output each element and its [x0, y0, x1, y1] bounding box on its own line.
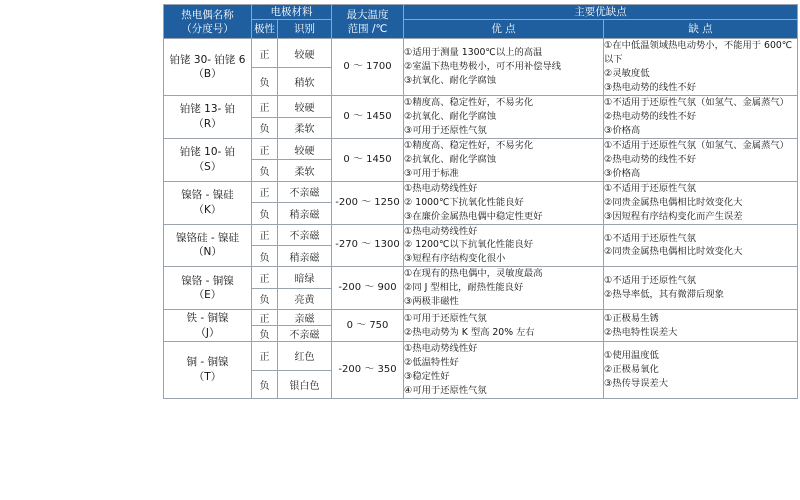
temperature-range: -200 ～ 900: [332, 267, 404, 310]
temperature-range: -200 ～ 1250: [332, 181, 404, 224]
electrode-polarity-positive: 正: [252, 342, 278, 370]
electrode-polarity-positive: 正: [252, 138, 278, 159]
header-name: [164, 5, 252, 39]
thermocouple-name-line2: （N）: [193, 246, 222, 259]
electrode-polarity-positive: 正: [252, 310, 278, 326]
advantage-item: ③在廉价金属热电偶中稳定性更好: [404, 210, 543, 222]
temperature-range: -200 ～ 350: [332, 342, 404, 399]
header-name-line1: 热电偶名称: [181, 8, 234, 21]
electrode-identify-positive: 红色: [278, 342, 332, 370]
electrode-polarity-negative: 负: [252, 370, 278, 398]
electrode-polarity-negative: 负: [252, 117, 278, 138]
thermocouple-name: [164, 39, 252, 96]
table-row: [164, 39, 798, 67]
disadvantages-cell: [604, 96, 798, 139]
thermocouple-name-line1: 铁 - 铜镍: [186, 311, 229, 324]
advantage-item: ②同 J 型相比，耐热性能良好: [404, 282, 524, 294]
disadvantage-item: ③热电动势的线性不好: [604, 82, 697, 94]
electrode-identify-positive: 亲磁: [278, 310, 332, 326]
advantages-cell: [404, 224, 604, 267]
disadvantages-cell: [604, 39, 798, 96]
advantages-cell: [404, 310, 604, 342]
thermocouple-name: [164, 96, 252, 139]
temperature-range: 0 ～ 1450: [332, 96, 404, 139]
electrode-identify-positive: 不亲磁: [278, 181, 332, 202]
table-header: [164, 5, 798, 39]
disadvantage-item: ②热电动势的线性不好: [604, 153, 697, 165]
advantage-item: ①精度高、稳定性好，不易劣化: [404, 97, 534, 109]
disadvantage-item: ①不适用于还原性气氛（如氢气、金属蒸气）: [604, 139, 789, 151]
advantages-cell: [404, 96, 604, 139]
disadvantage-item: ①使用温度低: [604, 350, 659, 362]
disadvantages-cell: [604, 181, 798, 224]
thermocouple-name-line1: 镍铬 - 铜镍: [181, 274, 234, 287]
header-temperature-line2: 范围 /℃: [347, 22, 388, 35]
table-row: [164, 138, 798, 159]
table-row: [164, 267, 798, 288]
electrode-polarity-positive: 正: [252, 267, 278, 288]
electrode-polarity-negative: 负: [252, 288, 278, 309]
advantages-cell: [404, 39, 604, 96]
header-polarity: 极性: [252, 20, 278, 39]
thermocouple-name: [164, 138, 252, 181]
table-body: [164, 39, 798, 399]
electrode-identify-negative: 亮黄: [278, 288, 332, 309]
advantage-item: ①热电动势线性好: [404, 225, 478, 237]
advantage-item: ①热电动势线性好: [404, 182, 478, 194]
advantage-item: ①可用于还原性气氛: [404, 312, 487, 324]
electrode-identify-negative: 稍亲磁: [278, 245, 332, 266]
advantage-item: ②抗氧化、耐化学腐蚀: [404, 111, 497, 123]
thermocouple-name-line2: （J）: [195, 326, 220, 339]
thermocouple-name: [164, 181, 252, 224]
electrode-polarity-positive: 正: [252, 39, 278, 67]
advantage-item: ② 1200℃以下抗氧化性能良好: [404, 239, 534, 251]
table-row: [164, 96, 798, 117]
table-row: [164, 224, 798, 245]
disadvantage-item: ①不适用于还原性气氛（如氢气、金属蒸气）: [604, 97, 789, 109]
advantages-cell: [404, 138, 604, 181]
thermocouple-name-line2: （B）: [193, 68, 222, 81]
disadvantage-item: ②同贵金属热电偶相比时效变化大: [604, 196, 743, 208]
temperature-range: 0 ～ 750: [332, 310, 404, 342]
electrode-identify-positive: 较硬: [278, 138, 332, 159]
disadvantages-cell: [604, 138, 798, 181]
electrode-polarity-positive: 正: [252, 224, 278, 245]
advantage-item: ③两极非磁性: [404, 296, 459, 308]
electrode-identify-negative: 稍软: [278, 67, 332, 95]
advantage-item: ④可用于还原性气氛: [404, 384, 487, 396]
advantage-item: ①热电动势线性好: [404, 343, 478, 355]
disadvantage-item: ②热电特性误差大: [604, 326, 678, 338]
disadvantage-item: ③价格高: [604, 124, 641, 136]
electrode-polarity-negative: 负: [252, 245, 278, 266]
disadvantage-item: ①正极易生锈: [604, 312, 659, 324]
header-disadvantages: 缺 点: [604, 20, 798, 39]
advantage-item: ②室温下热电势极小，可不用补偿导线: [404, 61, 562, 73]
disadvantage-item: ③热传导误差大: [604, 378, 669, 389]
electrode-identify-negative: 柔软: [278, 117, 332, 138]
disadvantages-cell: [604, 310, 798, 342]
thermocouple-name-line1: 铜 - 铜镍: [186, 356, 229, 369]
advantage-item: ③稳定性好: [404, 371, 450, 383]
disadvantages-cell: [604, 342, 798, 399]
electrode-polarity-positive: 正: [252, 96, 278, 117]
advantage-item: ①精度高、稳定性好，不易劣化: [404, 139, 534, 151]
advantage-item: ②热电动势为 K 型高 20% 左右: [404, 326, 535, 338]
thermocouple-name: [164, 267, 252, 310]
thermocouple-name-line1: 镍铬硅 - 镍硅: [176, 231, 239, 244]
temperature-range: 0 ～ 1700: [332, 39, 404, 96]
advantage-item: ①在现有的热电偶中，灵敏度最高: [404, 268, 543, 280]
disadvantages-cell: [604, 267, 798, 310]
table-row: [164, 342, 798, 370]
electrode-polarity-positive: 正: [252, 181, 278, 202]
disadvantage-item: ②正极易氧化: [604, 364, 659, 376]
disadvantage-item: ①不适用于还原性气氛: [604, 275, 697, 287]
thermocouple-name-line1: 镍铬 - 镍硅: [181, 188, 234, 201]
electrode-identify-negative: 柔软: [278, 160, 332, 181]
disadvantage-item: ①在中低温领域热电动势小，不能用于 600℃以下: [604, 40, 793, 66]
header-merits: 主要优缺点: [404, 5, 798, 20]
disadvantage-item: ②热电动势的线性不好: [604, 111, 697, 123]
header-electrode-material: 电极材料: [252, 5, 332, 20]
header-temperature-line1: 最大温度: [346, 8, 389, 21]
thermocouple-name: [164, 224, 252, 267]
disadvantages-cell: [604, 224, 798, 267]
header-name-line2: （分度号）: [181, 22, 234, 35]
electrode-identify-negative: 不亲磁: [278, 326, 332, 342]
thermocouple-name-line1: 铂铑 10- 铂: [179, 146, 236, 159]
header-temperature: [332, 5, 404, 39]
electrode-identify-positive: 暗绿: [278, 267, 332, 288]
temperature-range: 0 ～ 1450: [332, 138, 404, 181]
electrode-polarity-negative: 负: [252, 203, 278, 224]
electrode-identify-positive: 较硬: [278, 96, 332, 117]
temperature-range: -270 ～ 1300: [332, 224, 404, 267]
table-row: [164, 181, 798, 202]
thermocouple-name-line2: （T）: [193, 371, 222, 384]
electrode-identify-negative: 银白色: [278, 370, 332, 398]
header-identify: 识别: [278, 20, 332, 39]
electrode-identify-positive: 较硬: [278, 39, 332, 67]
disadvantage-item: ③价格高: [604, 167, 641, 179]
electrode-identify-negative: 稍亲磁: [278, 203, 332, 224]
electrode-polarity-negative: 负: [252, 160, 278, 181]
thermocouple-name-line2: （S）: [193, 160, 222, 173]
thermocouple-name: [164, 342, 252, 399]
thermocouple-name-line2: （R）: [193, 118, 222, 130]
thermocouple-name-line1: 铂铑 30- 铂铑 6: [169, 53, 246, 66]
advantage-item: ③可用于标准: [404, 167, 459, 179]
electrode-identify-positive: 不亲磁: [278, 224, 332, 245]
thermocouple-name-line1: 铂铑 13- 铂: [179, 103, 236, 116]
electrode-polarity-negative: 负: [252, 326, 278, 342]
disadvantage-item: ①不适用于还原性气氛: [604, 182, 697, 194]
advantage-item: ②低温特性好: [404, 357, 459, 369]
table-row: [164, 310, 798, 326]
disadvantage-item: ②热导率低，其有微滞后现象: [604, 289, 724, 301]
advantage-item: ①适用于测量 1300℃以上的高温: [404, 47, 543, 59]
disadvantage-item: ②灵敏度低: [604, 68, 650, 80]
thermocouple-name: [164, 310, 252, 342]
advantage-item: ③可用于还原性气氛: [404, 124, 487, 136]
advantage-item: ②抗氧化、耐化学腐蚀: [404, 153, 497, 165]
disadvantage-item: ②同贵金属热电偶相比时效变化大: [604, 246, 743, 258]
thermocouple-name-line2: （E）: [193, 289, 222, 302]
disadvantage-item: ①不适用于还原性气氛: [604, 232, 697, 244]
advantage-item: ③短程有序结构变化很小: [404, 253, 506, 265]
advantages-cell: [404, 342, 604, 399]
advantage-item: ② 1000℃下抗氧化性能良好: [404, 196, 524, 208]
advantages-cell: [404, 181, 604, 224]
thermocouple-comparison-table: [163, 4, 798, 399]
advantages-cell: [404, 267, 604, 310]
disadvantage-item: ③因短程有序结构变化而产生误差: [604, 210, 743, 222]
thermocouple-name-line2: （K）: [193, 203, 222, 216]
advantage-item: ③抗氧化、耐化学腐蚀: [404, 75, 497, 87]
electrode-polarity-negative: 负: [252, 67, 278, 95]
header-advantages: 优 点: [404, 20, 604, 39]
